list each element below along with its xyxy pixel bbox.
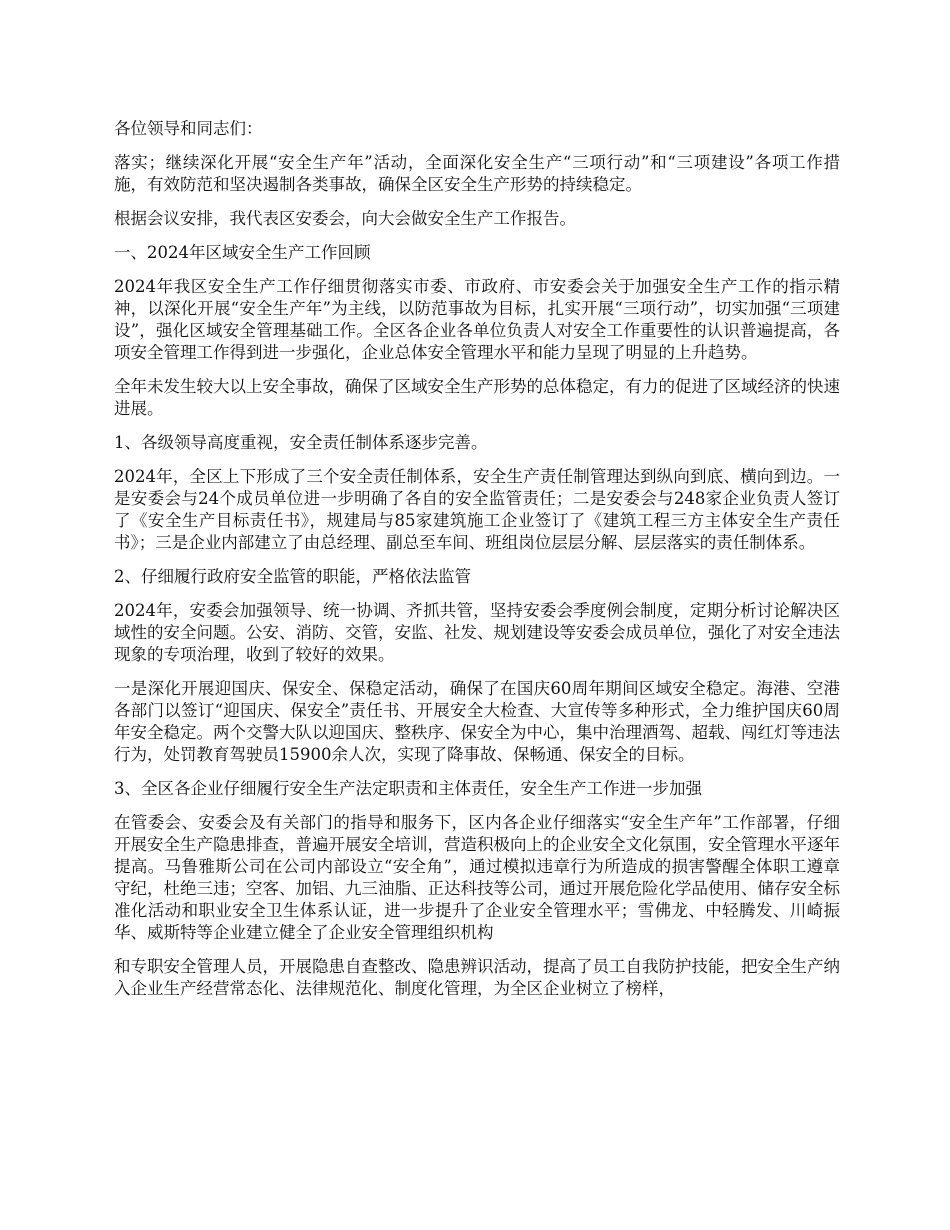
paragraph: 在管委会、安委会及有关部门的指导和服务下，区内各企业仔细落实“安全生产年”工作部署，仔细开展安全生产隐患排查，普遍开展安全培训，营造积极向上的企业安全文化氛围，安全管理水平逐年提高。马鲁雅斯公司在公司内部设立“安全角”，通过模拟违章行为所造成的损害警醒全体职工遵章守纪，杜绝三违；空客、加铝、九三油脂、正达科技等公司，通过开展危险化学品使用、储存安全标准化活动和职业安全卫生体系认证，进一步提升了企业安全管理水平；雪佛龙、中轻腾发、川崎振华、威斯特等企业建立健全了企业安全管理组织机构 [114,813,840,942]
paragraph: 2024年，安委会加强领导、统一协调、齐抓共管，坚持安委会季度例会制度，定期分析讨论解决区域性的安全问题。公安、消防、交管，安监、社发、规划建设等安委会成员单位，强化了对安全违法现象的专项治理，收到了较好的效果。 [114,601,840,664]
subsection-heading: 1、各级领导高度重视，安全责任制体系逐步完善。 [114,433,488,452]
paragraph: 2024年，全区上下形成了三个安全责任制体系，安全生产责任制管理达到纵向到底、横向到边。一是安委会与24个成员单位进一步明确了各自的安全监管责任；二是安委会与248家企业负责人签订了《安全生产目标责任书》，规建局与85家建筑施工企业签订了《建筑工程三方主体安全生产责任书》；三是企业内部建立了由总经理、副总至车间、班组岗位层层分解、层层落实的责任制体系。 [114,467,840,552]
document-body [114,118,840,1012]
paragraph: 一是深化开展迎国庆、保安全、保稳定活动，确保了在国庆60周年期间区域安全稳定。海港、空港各部门以签订“迎国庆、保安全”责任书、开展安全大检查、大宣传等多种形式，全力维护国庆60周年安全稳定。两个交警大队以迎国庆、整秩序、保安全为中心，集中治理酒驾、超载、闯红灯等违法行为，处罚教育驾驶员15900余人次，实现了降事故、保畅通、保安全的目标。 [114,679,840,764]
paragraph: 落实；继续深化开展“安全生产年”活动，全面深化安全生产“三项行动”和“三项建设”各项工作措施，有效防范和坚决遏制各类事故，确保全区安全生产形势的持续稳定。 [114,153,840,194]
paragraph: 和专职安全管理人员，开展隐患自查整改、隐患辨识活动，提高了员工自我防护技能，把安全生产纳入企业生产经营常态化、法律规范化、制度化管理，为全区企业树立了榜样， [114,957,840,998]
subsection-heading: 2、仔细履行政府安全监管的职能，严格依法监管 [114,567,471,586]
subsection-heading: 3、全区各企业仔细履行安全生产法定职责和主体责任，安全生产工作进一步加强 [114,779,702,798]
paragraph: 2024年我区安全生产工作仔细贯彻落实市委、市政府、市安委会关于加强安全生产工作的指示精神，以深化开展“安全生产年”为主线，以防范事故为目标，扎实开展“三项行动”，切实加强“三项建设”，强化区域安全管理基础工作。全区各企业各单位负责人对安全工作重要性的认识普遍提高，各项安全管理工作得到进一步强化，企业总体安全管理水平和能力呈现了明显的上升趋势。 [114,277,840,362]
section-heading: 一、2024年区域安全生产工作回顾 [114,243,371,262]
salutation: 各位领导和同志们： [114,119,263,138]
paragraph: 全年未发生较大以上安全事故，确保了区域安全生产形势的总体稳定，有力的促进了区域经济的快速进展。 [114,377,840,418]
paragraph: 根据会议安排，我代表区安委会，向大会做安全生产工作报告。 [114,209,576,228]
